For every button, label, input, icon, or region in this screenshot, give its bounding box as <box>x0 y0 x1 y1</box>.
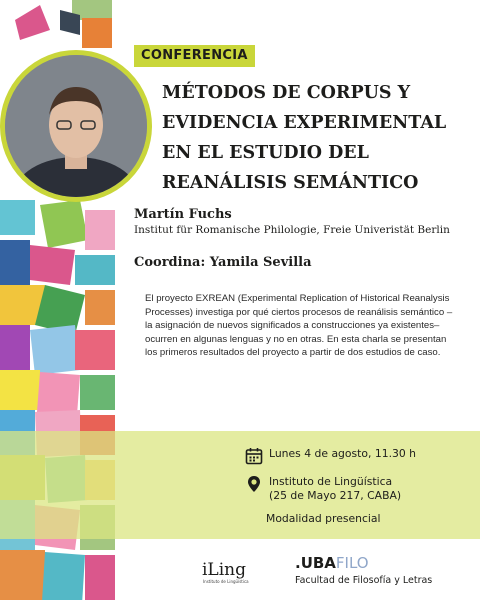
title-line: EN EL ESTUDIO DEL <box>162 143 369 163</box>
puzzle-piece <box>85 210 115 250</box>
modality-row <box>266 512 381 526</box>
puzzle-piece <box>30 325 80 375</box>
iling-logo: iLing <box>202 560 246 580</box>
puzzle-piece <box>85 555 115 600</box>
puzzle-piece <box>75 330 115 370</box>
event-modality: Modalidad presencial <box>266 512 381 525</box>
puzzle-piece <box>0 370 40 410</box>
place-row <box>245 475 401 503</box>
puzzle-piece <box>80 375 115 410</box>
puzzle-piece <box>30 245 75 285</box>
puzzle-piece <box>75 255 115 285</box>
puzzle-piece <box>0 325 30 370</box>
event-date: Lunes 4 de agosto, 11.30 h <box>269 447 417 460</box>
coordinator: Coordina: Yamila Sevilla <box>134 255 312 270</box>
puzzle-piece <box>0 200 35 235</box>
event-type-badge: CONFERENCIA <box>134 45 255 67</box>
date-row <box>245 447 416 465</box>
puzzle-piece <box>82 18 112 48</box>
puzzle-piece <box>0 550 45 600</box>
puzzle-piece <box>85 290 115 325</box>
map-pin-icon <box>245 475 263 493</box>
talk-abstract: El proyecto EXREAN (Experimental Replication of Historical Reanalysis Processes) investiga por qué ciertos procesos de reanálisis semántico –la asignación de nuevos significados a construcciones ya existentes– ocurren en algunas lenguas y no en otras. En esta charla se presentan los primeros resultados del proyecto a partir de dos estudios de caso. <box>145 293 453 358</box>
title-line: REANÁLISIS SEMÁNTICO <box>162 173 419 193</box>
filo-logo-text: FILO <box>335 554 369 572</box>
uba-filo-logo <box>295 554 369 572</box>
event-place-name: Instituto de Lingüística <box>269 475 393 488</box>
calendar-icon <box>245 447 263 465</box>
speaker-name: Martín Fuchs <box>134 207 232 222</box>
puzzle-piece <box>40 200 88 248</box>
talk-title <box>162 78 462 198</box>
title-line: EVIDENCIA EXPERIMENTAL <box>162 113 447 133</box>
speaker-photo <box>0 50 152 202</box>
puzzle-piece <box>37 372 80 415</box>
title-line: MÉTODOS DE CORPUS Y <box>162 83 411 103</box>
faculty-name: Facultad de Filosofía y Letras <box>295 575 433 586</box>
iling-logo-subtitle: Instituto de Lingüística <box>203 579 249 584</box>
puzzle-piece <box>42 552 85 600</box>
event-place-address: (25 de Mayo 217, CABA) <box>269 489 402 502</box>
speaker-affiliation: Institut für Romanische Philologie, Freie Univeristät Berlin <box>134 224 450 236</box>
uba-logo-text: .UBA <box>295 554 336 572</box>
puzzle-piece <box>0 240 30 285</box>
